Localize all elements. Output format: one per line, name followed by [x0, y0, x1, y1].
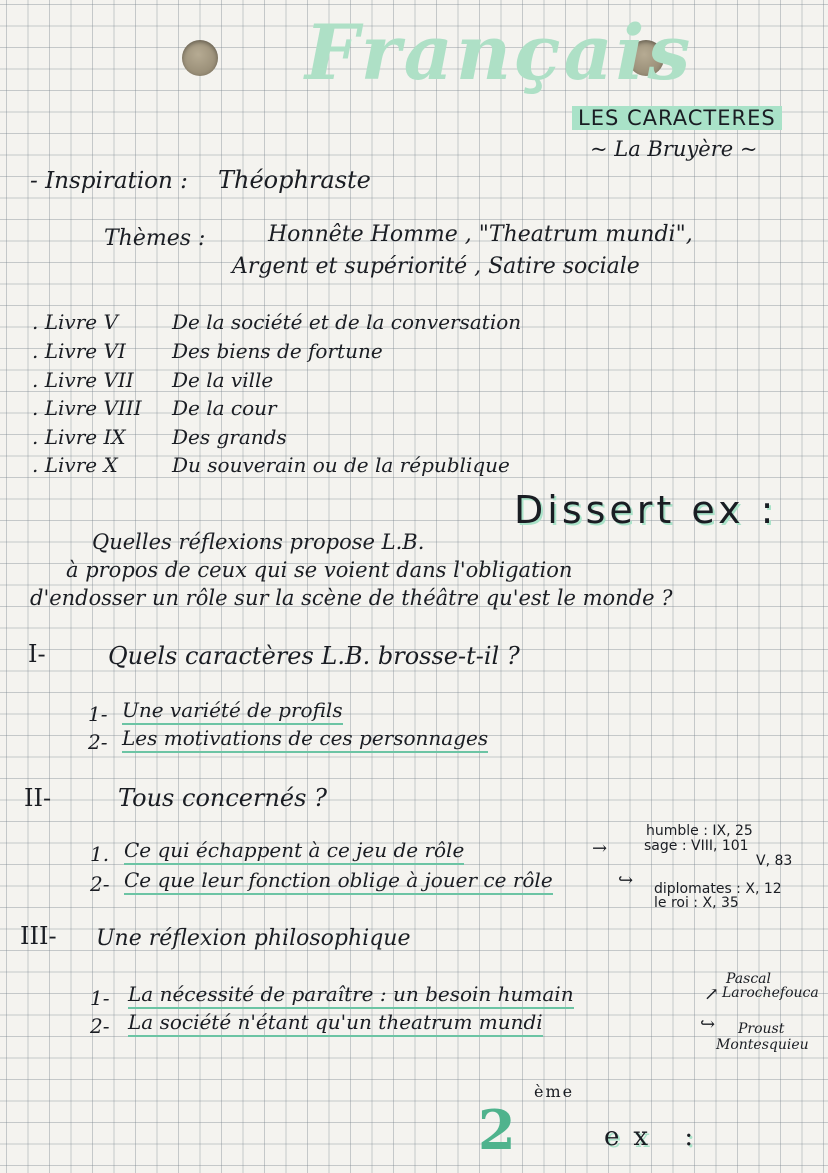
livre-number: . Livre VIII: [32, 396, 142, 420]
part-1-numeral: I-: [28, 640, 46, 668]
part-1-title: Quels caractères L.B. brosse-t-il ?: [108, 642, 520, 670]
part-3-item-1: La nécessité de paraître : un besoin humain: [128, 982, 574, 1006]
arrow-icon: ↪: [618, 870, 634, 891]
livre-title: De la cour: [172, 396, 277, 420]
arrow-icon: →: [592, 838, 608, 859]
note-humble: humble : IX, 25: [646, 823, 753, 839]
inspiration-value: Théophraste: [218, 166, 371, 194]
note-sage-2: V, 83: [756, 853, 793, 869]
part-1-item-1: Une variété de profils: [122, 698, 343, 722]
livre-row: [32, 368, 273, 392]
ref-larochefoucauld: Larochefouca: [722, 985, 819, 1001]
livre-number: . Livre VI: [32, 339, 126, 363]
dissert-heading: Dissert ex :: [514, 488, 778, 532]
livre-row: [32, 425, 287, 449]
author-name: ~ La Bruyère ~: [590, 137, 758, 161]
part-3-numeral: III-: [20, 922, 57, 950]
part-3-title: Une réflexion philosophique: [96, 926, 411, 951]
question-line-2: à propos de ceux qui se voient dans l'obligation: [66, 558, 573, 582]
livre-number: . Livre X: [32, 453, 118, 477]
livre-title: Du souverain ou de la république: [172, 453, 510, 477]
work-title: LES CARACTERES: [572, 106, 782, 130]
livre-title: De la ville: [172, 368, 274, 392]
livre-row: [32, 339, 383, 363]
livre-row: [32, 396, 277, 420]
note-sage: sage : VIII, 101: [644, 838, 749, 854]
livre-title: Des grands: [172, 425, 287, 449]
dissert-2-sup: ème: [534, 1082, 575, 1101]
part-2-item-2: Ce que leur fonction oblige à jouer ce rôle: [124, 868, 553, 892]
note-roi: le roi : X, 35: [654, 895, 739, 911]
ref-montesquieu: Montesquieu: [716, 1037, 809, 1053]
part-2-item-1-num: 1.: [90, 842, 110, 866]
part-2-item-2-num: 2-: [90, 872, 110, 896]
inspiration-label: - Inspiration :: [30, 168, 188, 194]
livre-number: . Livre VII: [32, 368, 134, 392]
part-1-item-1-num: 1-: [88, 702, 108, 726]
arrow-icon: ↪: [700, 1014, 716, 1035]
livre-row: [32, 453, 510, 477]
livre-row: [32, 310, 521, 334]
livre-title: Des biens de fortune: [172, 339, 383, 363]
question-line-3: d'endosser un rôle sur la scène de théâtre qu'est le monde ?: [30, 586, 673, 610]
ref-pascal: Pascal: [726, 971, 771, 987]
part-1-item-2-num: 2-: [88, 730, 108, 754]
themes-line-1: Honnête Homme , "Theatrum mundi",: [268, 222, 693, 247]
ref-proust: Proust: [738, 1021, 785, 1037]
livre-number: . Livre V: [32, 310, 118, 334]
part-2-item-1: Ce qui échappent à ce jeu de rôle: [124, 838, 464, 862]
part-3-item-2-num: 2-: [90, 1014, 110, 1038]
page-title: Français: [305, 8, 694, 97]
dissert-2-rest: ex :: [604, 1122, 708, 1152]
dissert-2-number: 2: [478, 1098, 516, 1162]
livre-title: De la société et de la conversation: [172, 310, 522, 334]
themes-label: Thèmes :: [104, 226, 206, 251]
arrow-icon: ↗: [704, 984, 720, 1005]
part-1-item-2: Les motivations de ces personnages: [122, 726, 488, 750]
themes-line-2: Argent et supériorité , Satire sociale: [232, 254, 640, 279]
note-diplomates: diplomates : X, 12: [654, 881, 782, 897]
part-3-item-1-num: 1-: [90, 986, 110, 1010]
part-3-item-2: La société n'étant qu'un theatrum mundi: [128, 1010, 543, 1034]
livre-number: . Livre IX: [32, 425, 126, 449]
part-2-numeral: II-: [24, 784, 52, 812]
part-2-title: Tous concernés ?: [118, 784, 327, 812]
punch-hole-left: [182, 40, 218, 76]
question-line-1: Quelles réflexions propose L.B.: [92, 530, 425, 554]
